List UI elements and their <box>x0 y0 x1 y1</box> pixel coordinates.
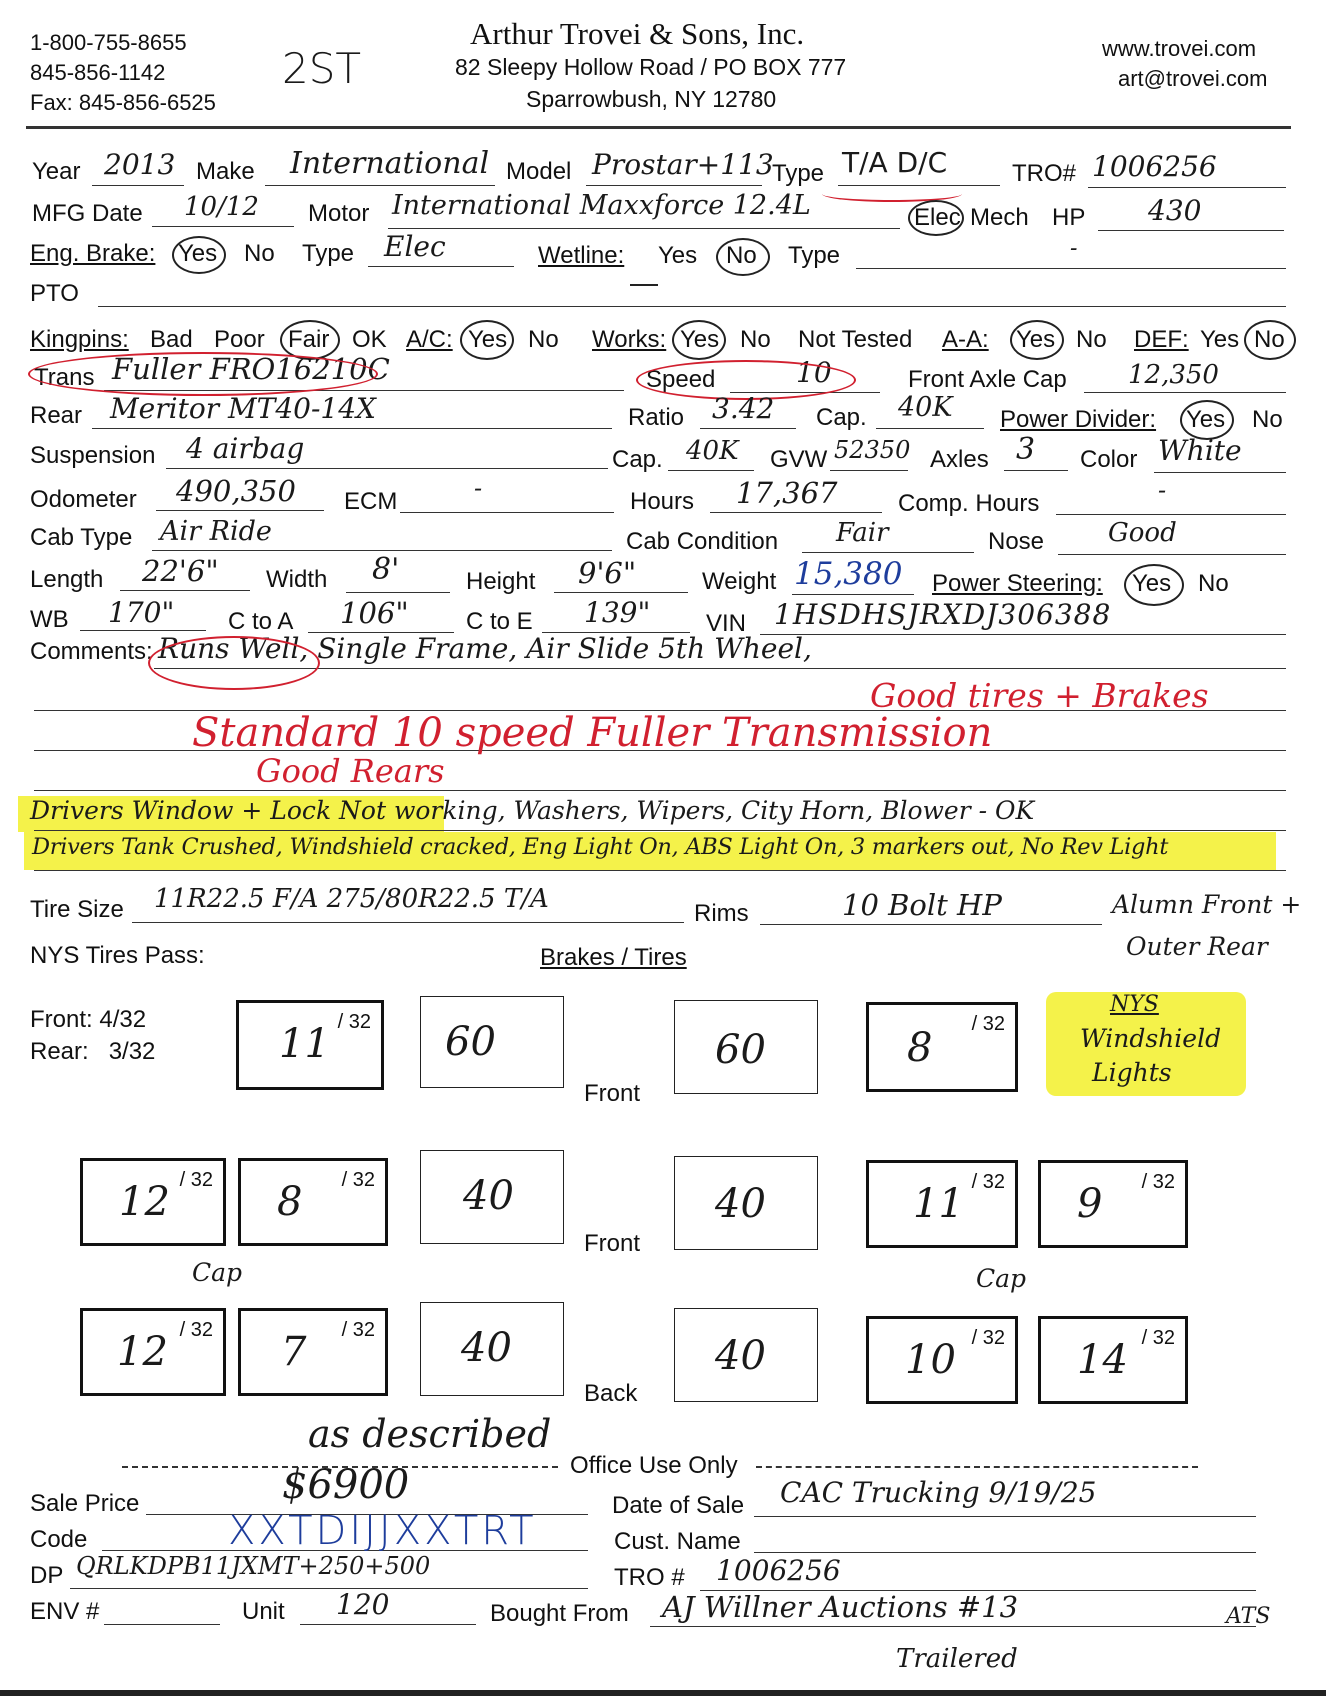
line-wetline-type <box>856 268 1286 269</box>
line-nose <box>1058 554 1286 555</box>
office-dash-right <box>756 1466 1198 1468</box>
value-year: 2013 <box>104 148 176 181</box>
line-cab-condition <box>802 552 974 553</box>
value-cab-condition: Fair <box>836 518 889 548</box>
label-rims: Rims <box>694 900 749 927</box>
label-type: Type <box>772 160 825 187</box>
label-pto: PTO <box>30 280 79 307</box>
line-rear <box>92 428 612 429</box>
line-color <box>1154 472 1286 473</box>
label-eng-brake: Eng. Brake: <box>30 240 156 267</box>
label-motor: Motor <box>308 200 370 227</box>
line-make <box>265 185 495 186</box>
value-nose: Good <box>1108 518 1177 548</box>
aa-yes-circle <box>1010 320 1064 360</box>
power-divider-no: No <box>1252 406 1283 433</box>
label-sale-price: Sale Price <box>30 1490 140 1517</box>
line-length <box>120 590 250 591</box>
brake-value: 40 <box>715 1333 766 1379</box>
ac-no: No <box>528 326 559 353</box>
line-mfg-date <box>152 226 294 227</box>
label-unit: Unit <box>242 1598 285 1625</box>
bottom-edge <box>0 1690 1326 1696</box>
wetline-no: No <box>726 242 757 269</box>
label-nys-tires-pass: NYS Tires Pass: <box>30 942 205 969</box>
label-axles: Axles <box>930 446 989 473</box>
kingpins-bad: Bad <box>150 326 193 353</box>
label-speed: Speed <box>646 366 716 393</box>
nys-note-3: Lights <box>1092 1058 1172 1087</box>
label-eng-brake-type: Type <box>302 240 355 267</box>
value-hours: 17,367 <box>736 476 838 510</box>
comment-5 <box>30 796 1034 825</box>
label-comp-hours: Comp. Hours <box>898 490 1040 517</box>
comment-3: Standard 10 speed Fuller Transmission <box>192 710 993 756</box>
label-ecm: ECM <box>344 488 398 515</box>
eng-brake-yes: Yes <box>178 240 218 267</box>
comment-line-1 <box>154 668 1286 669</box>
brake-value: 40 <box>461 1325 512 1371</box>
value-gvw: 52350 <box>834 436 911 464</box>
label-vin: VIN <box>706 610 747 637</box>
tire-box-mid-1 <box>80 1158 226 1246</box>
label-date-of-sale: Date of Sale <box>612 1492 745 1519</box>
line-rims <box>760 924 1102 925</box>
nys-note-1: NYS <box>1110 992 1159 1017</box>
value-make: International <box>290 146 490 181</box>
tire-box-front-right <box>866 1002 1018 1092</box>
label-gvw: GVW <box>770 446 828 473</box>
line-axles <box>1004 470 1068 471</box>
line-comp-hours <box>1056 514 1286 515</box>
tire-box-back-4 <box>1038 1316 1188 1404</box>
aa-no: No <box>1076 326 1107 353</box>
tire-box-mid-4 <box>1038 1160 1188 1248</box>
kingpins-fair: Fair <box>288 326 330 353</box>
line-hp <box>1098 230 1284 231</box>
brake-box-front-right <box>674 1000 818 1094</box>
label-width: Width <box>266 566 328 593</box>
label-power-steering: Power Steering: <box>932 570 1103 597</box>
tread-value: 8 <box>907 1025 933 1071</box>
value-tire-size: 11R22.5 F/A 275/80R22.5 T/A <box>154 884 549 914</box>
pto-dash <box>630 284 658 286</box>
def-no-circle <box>1244 320 1296 360</box>
line-ecm <box>400 512 614 513</box>
value-hp: 430 <box>1148 194 1202 227</box>
value-odometer: 490,350 <box>176 474 296 508</box>
tire-box-back-3 <box>866 1316 1018 1404</box>
as-described: as described <box>308 1412 552 1456</box>
trans-red-circle <box>28 352 378 396</box>
line-vin <box>760 634 1286 635</box>
label-back: Back <box>584 1380 638 1407</box>
per32-label: / 32 <box>341 1319 375 1341</box>
company-address-2: Sparrowbush, NY 12780 <box>526 86 777 112</box>
comment-5b: Washers, Wipers, City Horn, Blower - OK <box>505 796 1035 825</box>
per32-label: / 32 <box>971 1013 1005 1035</box>
label-elec: Elec <box>914 204 961 231</box>
value-trans: Fuller FRO16210C <box>112 352 390 386</box>
value-ecm: - <box>474 474 483 502</box>
tread-value: 8 <box>277 1179 303 1225</box>
power-steering-yes-circle <box>1124 564 1184 606</box>
line-susp-cap <box>668 470 754 471</box>
brake-box-mid-right <box>674 1156 818 1250</box>
label-c-to-e: C to E <box>466 608 533 635</box>
value-height: 9'6" <box>578 556 637 590</box>
elec-circle <box>908 200 964 236</box>
label-ratio: Ratio <box>628 404 685 431</box>
handwritten-mark: 2ST <box>282 44 362 93</box>
value-type: T/A D/C <box>842 146 948 179</box>
kingpins-ok: OK <box>352 326 387 353</box>
phone-2: 845-856-1142 <box>30 60 166 85</box>
per32-label: / 32 <box>1141 1171 1175 1193</box>
comment-line-5 <box>34 830 1286 831</box>
line-cust-name <box>754 1552 1256 1553</box>
label-trans: Trans <box>34 364 95 391</box>
tread-value: 12 <box>117 1329 168 1375</box>
line-date-of-sale <box>754 1516 1256 1517</box>
value-weight: 15,380 <box>794 556 903 592</box>
per32-label: / 32 <box>1141 1327 1175 1349</box>
label-susp-cap: Cap. <box>612 446 663 473</box>
label-dp: DP <box>30 1562 64 1589</box>
works-no: No <box>740 326 771 353</box>
tread-value: 11 <box>279 1021 330 1067</box>
ac-yes: Yes <box>468 326 508 353</box>
rear-pass: Rear: 3/32 <box>30 1038 156 1065</box>
line-tro <box>1088 187 1286 188</box>
label-front-1: Front <box>584 1080 641 1107</box>
label-tro: TRO# <box>1012 160 1077 187</box>
works-yes-circle <box>672 320 726 360</box>
value-wb: 170" <box>108 596 175 629</box>
value-dp: QRLKDPB11JXMT+250+500 <box>76 1552 431 1580</box>
line-front-axle-cap <box>1084 392 1286 393</box>
company-address-1: 82 Sleepy Hollow Road / PO BOX 777 <box>455 54 847 80</box>
value-color: White <box>1158 434 1242 467</box>
value-length: 22'6" <box>142 554 219 588</box>
label-env: ENV # <box>30 1598 100 1625</box>
line-unit <box>300 1624 476 1625</box>
line-height <box>554 592 688 593</box>
cap-note-right: Cap <box>976 1264 1027 1293</box>
comment-4: Good Rears <box>256 752 445 790</box>
def-yes: Yes <box>1200 326 1240 353</box>
label-front-axle-cap: Front Axle Cap <box>908 366 1067 393</box>
tire-box-mid-3 <box>866 1160 1018 1248</box>
label-mech: Mech <box>970 204 1029 231</box>
value-motor: International Maxxforce 12.4L <box>392 190 811 221</box>
brake-box-front-left <box>420 996 564 1088</box>
label-tro-2: TRO # <box>614 1564 685 1591</box>
value-front-axle-cap: 12,350 <box>1128 360 1219 390</box>
line-bought-from <box>650 1626 1256 1627</box>
power-divider-yes: Yes <box>1186 406 1226 433</box>
tire-box-mid-2 <box>238 1158 388 1246</box>
tire-box-front-left <box>236 1000 384 1090</box>
runs-well-red-circle <box>148 636 320 690</box>
value-ratio: 3.42 <box>712 392 775 425</box>
line-rear-cap <box>876 428 984 429</box>
label-kingpins: Kingpins: <box>30 326 129 353</box>
line-ratio <box>700 428 796 429</box>
tread-value: 10 <box>905 1337 956 1383</box>
works-not-tested: Not Tested <box>798 326 913 353</box>
line-eng-brake-type <box>368 266 514 267</box>
label-year: Year <box>32 158 81 185</box>
value-axles: 3 <box>1016 432 1036 467</box>
line-cab-type <box>152 550 612 551</box>
company-name: Arthur Trovei & Sons, Inc. <box>470 16 805 51</box>
line-gvw <box>830 470 908 471</box>
label-front-2: Front <box>584 1230 641 1257</box>
brake-value: 40 <box>463 1173 514 1219</box>
label-comments: Comments: <box>30 638 153 665</box>
label-def: DEF: <box>1134 326 1189 353</box>
value-width: 8' <box>372 552 400 587</box>
label-cust-name: Cust. Name <box>614 1528 741 1555</box>
label-aa: A-A: <box>942 326 989 353</box>
ats-note: ATS <box>1226 1604 1271 1629</box>
value-date-of-sale: CAC Trucking 9/19/25 <box>780 1476 1097 1509</box>
value-wetline-type: - <box>1070 236 1078 261</box>
wetline-no-circle <box>716 238 770 276</box>
value-cab-type: Air Ride <box>160 516 272 547</box>
label-brakes-tires: Brakes / Tires <box>540 944 687 971</box>
label-color: Color <box>1080 446 1138 473</box>
brake-box-mid-left <box>420 1150 564 1244</box>
per32-label: / 32 <box>179 1169 213 1191</box>
value-eng-brake-type: Elec <box>384 230 446 263</box>
email: art@trovei.com <box>1118 66 1268 91</box>
comment-1: Runs Well, Single Frame, Air Slide 5th Wheel, <box>158 632 812 665</box>
ac-yes-circle <box>460 320 514 360</box>
value-sale-price: $6900 <box>282 1462 410 1508</box>
per32-label: / 32 <box>179 1319 213 1341</box>
kingpins-poor: Poor <box>214 326 265 353</box>
fax: Fax: 845-856-6525 <box>30 90 216 115</box>
brake-value: 60 <box>715 1027 766 1073</box>
brake-box-back-right <box>674 1308 818 1402</box>
per32-label: / 32 <box>971 1327 1005 1349</box>
eng-brake-no: No <box>244 240 275 267</box>
per32-label: / 32 <box>971 1171 1005 1193</box>
comment-6: Drivers Tank Crushed, Windshield cracked, Eng Light On, ABS Light On, 3 markers out, No Rev Light <box>32 834 1169 860</box>
line-odometer <box>156 510 324 511</box>
label-make: Make <box>196 158 255 185</box>
value-rims: 10 Bolt HP <box>842 888 1002 922</box>
value-tro: 1006256 <box>1092 150 1217 183</box>
brake-value: 40 <box>715 1181 766 1227</box>
per32-label: / 32 <box>337 1011 371 1033</box>
label-c-to-a: C to A <box>228 608 294 635</box>
tread-value: 11 <box>913 1181 964 1227</box>
line-hours <box>710 512 882 513</box>
brake-value: 60 <box>445 1019 496 1065</box>
value-unit: 120 <box>336 1588 390 1621</box>
value-mfg-date: 10/12 <box>184 192 259 222</box>
comment-line-4 <box>34 790 1286 791</box>
line-weight <box>792 594 914 595</box>
brake-box-back-left <box>420 1302 564 1396</box>
label-hp: HP <box>1052 204 1086 231</box>
label-power-divider: Power Divider: <box>1000 406 1157 433</box>
label-code: Code <box>30 1526 88 1553</box>
label-tire-size: Tire Size <box>30 896 124 923</box>
value-model: Prostar+113 <box>592 148 774 181</box>
cap-note-left: Cap <box>192 1258 243 1287</box>
value-c-to-e: 139" <box>584 596 651 629</box>
value-susp-cap: 40K <box>686 436 739 466</box>
line-dp <box>70 1588 588 1589</box>
power-steering-no: No <box>1198 570 1229 597</box>
label-suspension: Suspension <box>30 442 156 469</box>
label-weight: Weight <box>702 568 777 595</box>
label-height: Height <box>466 568 536 595</box>
label-wetline-type: Type <box>788 242 841 269</box>
wetline-yes: Yes <box>658 242 698 269</box>
label-odometer: Odometer <box>30 486 137 513</box>
aa-yes: Yes <box>1016 326 1056 353</box>
value-rear-cap: 40K <box>898 392 953 423</box>
label-office-use-only: Office Use Only <box>570 1452 738 1479</box>
front-pass: Front: 4/32 <box>30 1006 147 1033</box>
value-speed: 10 <box>796 356 832 389</box>
line-wb <box>80 630 206 631</box>
comment-2: Good tires + Brakes <box>870 676 1209 715</box>
tread-value: 9 <box>1077 1181 1103 1227</box>
label-rear-cap: Cap. <box>816 404 867 431</box>
line-tire-size <box>132 922 684 923</box>
value-tro-2: 1006256 <box>716 1554 841 1587</box>
label-ac: A/C: <box>406 326 453 353</box>
value-bought-from: AJ Willner Auctions #13 <box>662 1590 1019 1624</box>
phone-1: 1-800-755-8655 <box>30 30 187 55</box>
line-suspension <box>166 468 608 469</box>
label-wb: WB <box>30 606 69 633</box>
label-works: Works: <box>592 326 667 353</box>
label-model: Model <box>506 158 572 185</box>
power-steering-yes: Yes <box>1132 570 1172 597</box>
value-rear: Meritor MT40-14X <box>110 392 376 425</box>
label-cab-condition: Cab Condition <box>626 528 779 555</box>
nys-note-2: Windshield <box>1080 1024 1222 1053</box>
tread-value: 14 <box>1077 1337 1128 1383</box>
header-rule <box>26 126 1291 129</box>
line-motor <box>388 228 900 229</box>
tread-value: 12 <box>119 1179 170 1225</box>
per32-label: / 32 <box>341 1169 375 1191</box>
label-length: Length <box>30 566 104 593</box>
value-vin: 1HSDHSJRXDJ306388 <box>774 598 1112 631</box>
label-nose: Nose <box>988 528 1045 555</box>
comment-5a: Drivers Window + Lock Not working, <box>30 796 506 825</box>
label-mfg-date: MFG Date <box>32 200 143 227</box>
comment-line-6 <box>34 870 1286 871</box>
def-no: No <box>1254 326 1285 353</box>
label-hours: Hours <box>630 488 695 515</box>
eng-brake-yes-circle <box>172 236 226 274</box>
tire-box-back-1 <box>80 1308 226 1396</box>
tire-box-back-2 <box>238 1308 388 1396</box>
label-rear: Rear <box>30 402 83 429</box>
line-model <box>586 185 762 186</box>
line-pto <box>98 306 1286 307</box>
rims-note-2: Outer Rear <box>1126 932 1268 961</box>
value-code: XXTDIJJXXTRT <box>228 1508 537 1554</box>
website: www.trovei.com <box>1102 36 1257 61</box>
line-year <box>92 185 184 186</box>
works-yes: Yes <box>680 326 720 353</box>
label-bought-from: Bought From <box>490 1600 629 1627</box>
value-c-to-a: 106" <box>340 596 409 630</box>
label-wetline: Wetline: <box>538 242 625 269</box>
trailered-note: Trailered <box>896 1644 1018 1674</box>
line-env <box>104 1624 220 1625</box>
line-width <box>346 592 450 593</box>
value-suspension: 4 airbag <box>186 432 305 465</box>
rims-note-1: Alumn Front + <box>1112 890 1302 919</box>
value-comp-hours: - <box>1158 476 1167 504</box>
label-cab-type: Cab Type <box>30 524 133 551</box>
tread-value: 7 <box>281 1329 307 1375</box>
